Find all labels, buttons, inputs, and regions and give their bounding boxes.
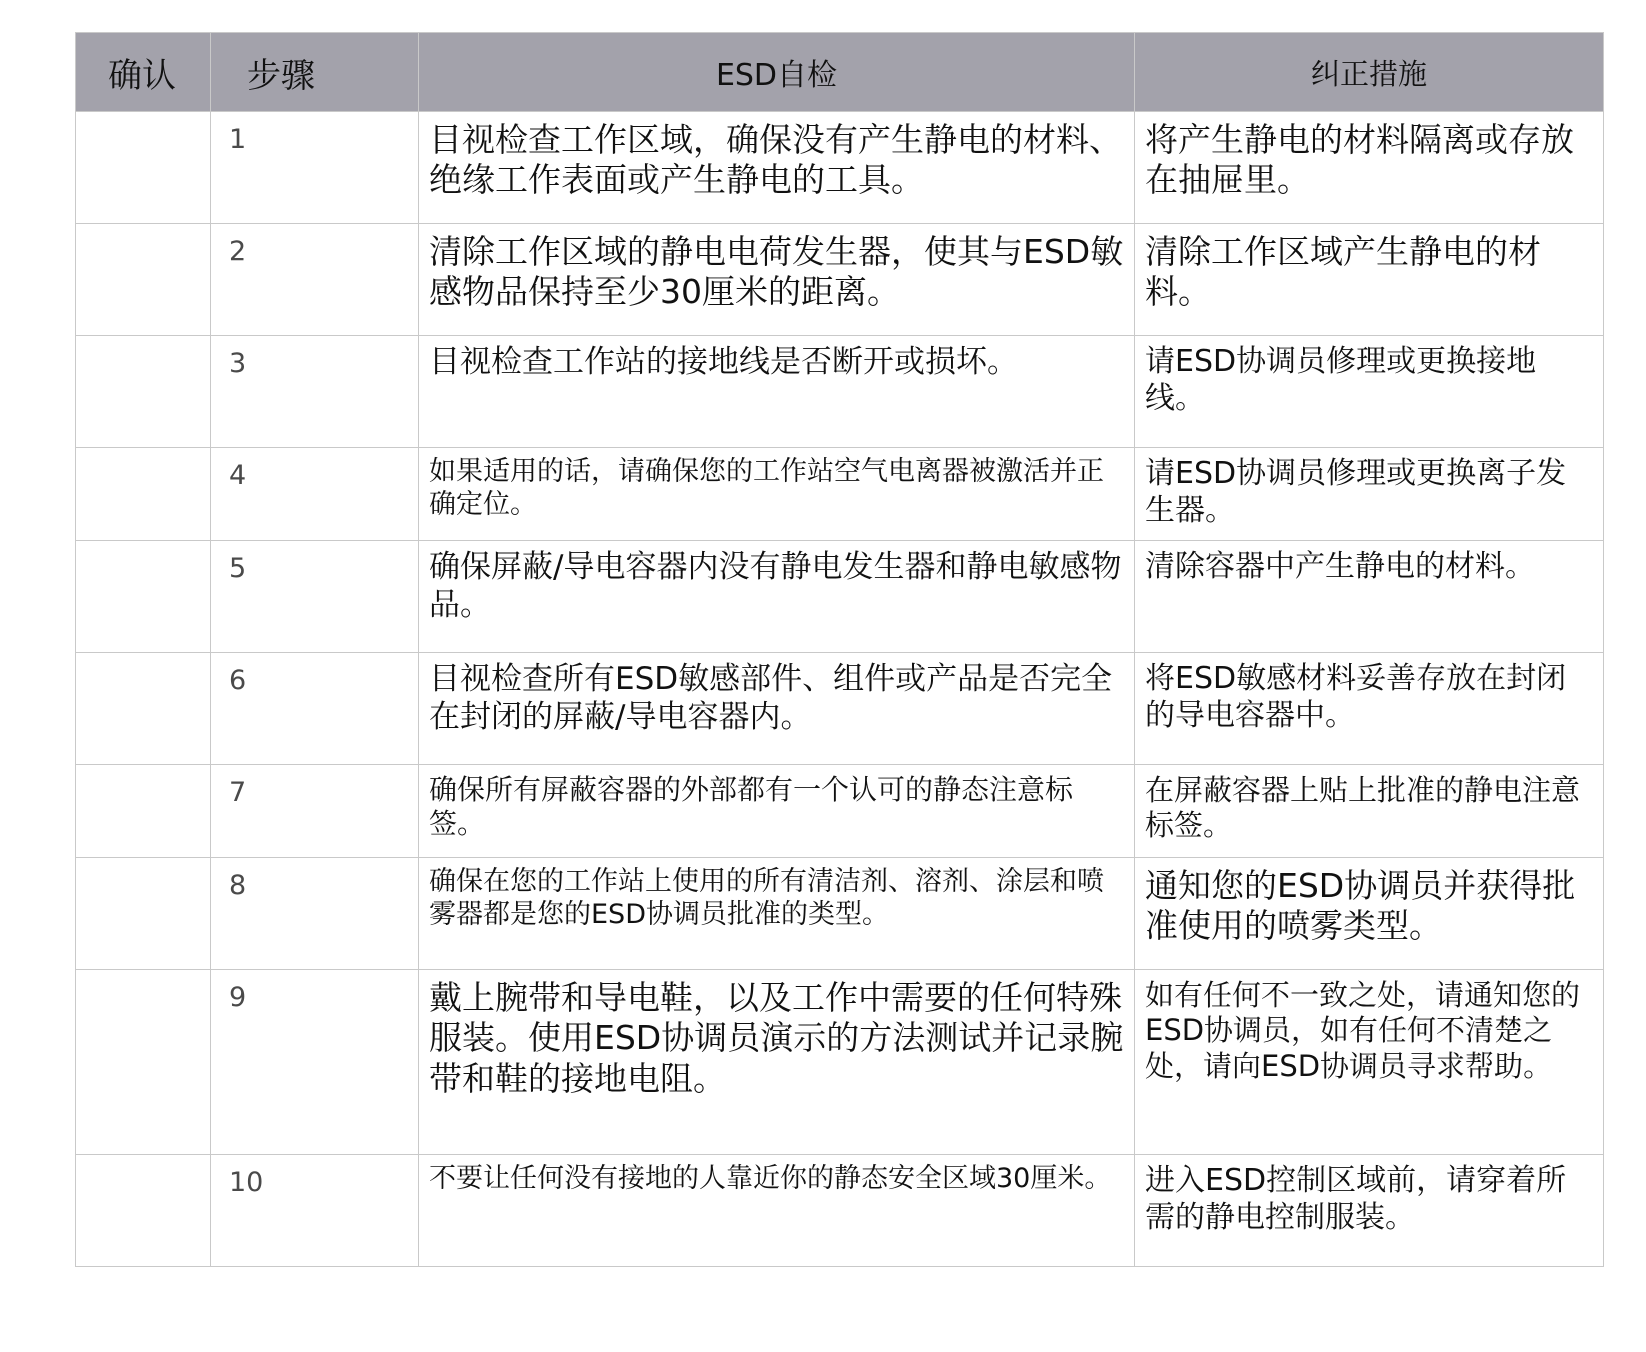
table-row xyxy=(76,970,1604,1155)
table-row xyxy=(76,653,1604,765)
table-row xyxy=(76,224,1604,336)
table-row xyxy=(76,541,1604,653)
confirm-cell[interactable] xyxy=(76,653,211,765)
fix-text: 将产生静电的材料隔离或存放在抽屉里。 xyxy=(1135,112,1604,224)
confirm-cell[interactable] xyxy=(76,970,211,1155)
step-number: 4 xyxy=(211,448,419,541)
confirm-cell[interactable] xyxy=(76,448,211,541)
check-text: 戴上腕带和导电鞋，以及工作中需要的任何特殊服装。使用ESD协调员演示的方法测试并记录腕带和鞋的接地电阻。 xyxy=(419,970,1135,1155)
check-text: 清除工作区域的静电电荷发生器，使其与ESD敏感物品保持至少30厘米的距离。 xyxy=(419,224,1135,336)
fix-text: 如有任何不一致之处，请通知您的ESD协调员，如有任何不清楚之处，请向ESD协调员寻求帮助。 xyxy=(1135,970,1604,1155)
table-row xyxy=(76,448,1604,541)
check-text: 不要让任何没有接地的人靠近你的静态安全区域30厘米。 xyxy=(419,1155,1135,1267)
check-text: 目视检查所有ESD敏感部件、组件或产品是否完全在封闭的屏蔽/导电容器内。 xyxy=(419,653,1135,765)
check-text: 目视检查工作站的接地线是否断开或损坏。 xyxy=(419,336,1135,448)
table-row xyxy=(76,765,1604,858)
confirm-cell[interactable] xyxy=(76,224,211,336)
esd-self-check-table xyxy=(75,32,1604,1267)
confirm-cell[interactable] xyxy=(76,858,211,970)
fix-text: 请ESD协调员修理或更换离子发生器。 xyxy=(1135,448,1604,541)
step-number: 2 xyxy=(211,224,419,336)
step-number: 3 xyxy=(211,336,419,448)
check-text: 确保所有屏蔽容器的外部都有一个认可的静态注意标签。 xyxy=(419,765,1135,858)
check-text: 确保在您的工作站上使用的所有清洁剂、溶剂、涂层和喷雾器都是您的ESD协调员批准的类型。 xyxy=(419,858,1135,970)
table-row xyxy=(76,858,1604,970)
fix-text: 在屏蔽容器上贴上批准的静电注意标签。 xyxy=(1135,765,1604,858)
fix-text: 进入ESD控制区域前，请穿着所需的静电控制服装。 xyxy=(1135,1155,1604,1267)
table-row xyxy=(76,336,1604,448)
confirm-cell[interactable] xyxy=(76,112,211,224)
confirm-cell[interactable] xyxy=(76,1155,211,1267)
step-number: 8 xyxy=(211,858,419,970)
header-esd-check: ESD自检 xyxy=(419,33,1135,112)
fix-text: 清除容器中产生静电的材料。 xyxy=(1135,541,1604,653)
confirm-cell[interactable] xyxy=(76,765,211,858)
check-text: 目视检查工作区域，确保没有产生静电的材料、绝缘工作表面或产生静电的工具。 xyxy=(419,112,1135,224)
check-text: 如果适用的话，请确保您的工作站空气电离器被激活并正确定位。 xyxy=(419,448,1135,541)
fix-text: 将ESD敏感材料妥善存放在封闭的导电容器中。 xyxy=(1135,653,1604,765)
table-row xyxy=(76,1155,1604,1267)
table-row xyxy=(76,112,1604,224)
step-number: 7 xyxy=(211,765,419,858)
step-number: 5 xyxy=(211,541,419,653)
step-number: 6 xyxy=(211,653,419,765)
fix-text: 通知您的ESD协调员并获得批准使用的喷雾类型。 xyxy=(1135,858,1604,970)
confirm-cell[interactable] xyxy=(76,336,211,448)
step-number: 10 xyxy=(211,1155,419,1267)
fix-text: 请ESD协调员修理或更换接地线。 xyxy=(1135,336,1604,448)
confirm-cell[interactable] xyxy=(76,541,211,653)
step-number: 9 xyxy=(211,970,419,1155)
table-header-row xyxy=(76,33,1604,112)
check-text: 确保屏蔽/导电容器内没有静电发生器和静电敏感物品。 xyxy=(419,541,1135,653)
header-step: 步骤 xyxy=(211,33,419,112)
header-corrective-action: 纠正措施 xyxy=(1135,33,1604,112)
fix-text: 清除工作区域产生静电的材料。 xyxy=(1135,224,1604,336)
header-confirm: 确认 xyxy=(76,33,211,112)
step-number: 1 xyxy=(211,112,419,224)
